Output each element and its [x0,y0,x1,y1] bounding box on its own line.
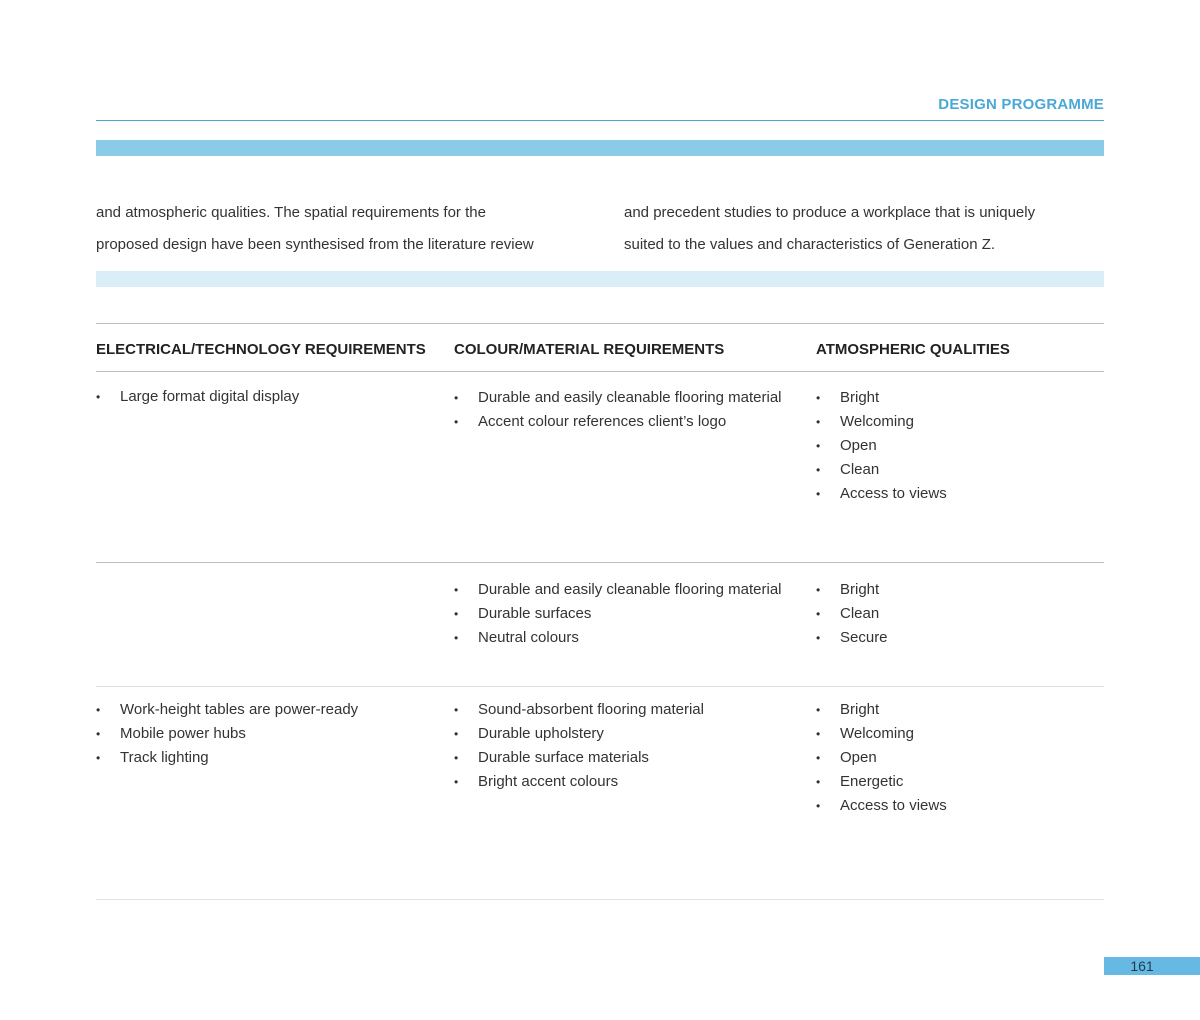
list-item: • Durable surface materials [454,746,784,770]
list-item: • Neutral colours [454,626,784,650]
bullet-icon: • [816,607,821,621]
bullet-list [454,386,784,434]
list-item: • Open [816,434,1096,458]
row-rule [96,686,1104,687]
bullet-icon: • [454,607,459,621]
bullet-icon: • [816,391,821,405]
list-item: • Durable upholstery [454,722,784,746]
list-item: • Bright [816,386,1096,410]
bullet-list [96,385,426,409]
list-item: • Accent colour references client’s logo [454,410,784,434]
table-cell [454,698,784,794]
list-item: • Access to views [816,794,1096,818]
bullet-icon: • [816,463,821,477]
page-number: 161 [1130,958,1154,974]
column-header-colour-material: COLOUR/MATERIAL REQUIREMENTS [454,341,725,358]
section-label: DESIGN PROGRAMME [938,96,1104,113]
intro-left-column [96,197,576,261]
table-cell [96,385,426,409]
bullet-icon: • [454,775,459,789]
table-cell [816,698,1096,818]
list-item: • Large format digital display [96,385,426,409]
intro-text-line: and atmospheric qualities. The spatial requirements for the [96,204,486,221]
list-item: • Clean [816,458,1096,482]
bullet-list [96,698,426,770]
bullet-list [816,698,1096,818]
table-top-rule [96,323,1104,324]
list-item: • Open [816,746,1096,770]
table-cell [816,578,1096,650]
list-item: • Work-height tables are power-ready [96,698,426,722]
intro-right-column [624,197,1104,261]
bullet-icon: • [816,631,821,645]
bullet-icon: • [96,390,101,404]
list-item: • Bright [816,698,1096,722]
table-bottom-rule [96,899,1104,900]
table-cell [454,578,784,650]
header-bottom-rule [96,371,1104,372]
bullet-list [816,578,1096,650]
bullet-icon: • [816,751,821,765]
list-item: • Secure [816,626,1096,650]
list-item: • Mobile power hubs [96,722,426,746]
bullet-icon: • [96,703,101,717]
row-rule [96,562,1104,563]
bullet-icon: • [454,583,459,597]
bullet-icon: • [816,799,821,813]
list-item: • Bright [816,578,1096,602]
column-header-electrical: ELECTRICAL/TECHNOLOGY REQUIREMENTS [96,341,426,358]
list-item: • Durable and easily cleanable flooring material [454,386,784,410]
table-cell [96,698,426,770]
bullet-list [454,578,784,650]
list-item: • Clean [816,602,1096,626]
table-cell [816,386,1096,506]
list-item: • Bright accent colours [454,770,784,794]
bullet-icon: • [454,727,459,741]
list-item: • Access to views [816,482,1096,506]
bullet-icon: • [816,415,821,429]
bullet-icon: • [96,727,101,741]
intro-text-line: and precedent studies to produce a workplace that is uniquely [624,204,1036,221]
bullet-icon: • [816,583,821,597]
header-band [96,140,1104,156]
bullet-icon: • [816,727,821,741]
header-rule [96,120,1104,121]
bullet-icon: • [816,703,821,717]
bullet-icon: • [816,439,821,453]
bullet-icon: • [816,487,821,501]
bullet-icon: • [454,703,459,717]
list-item: • Durable surfaces [454,602,784,626]
page-number-tab [1104,957,1200,975]
list-item: • Sound-absorbent flooring material [454,698,784,722]
bullet-icon: • [454,751,459,765]
table-cell [454,386,784,434]
column-header-atmospheric: ATMOSPHERIC QUALITIES [816,341,1010,358]
bullet-list [816,386,1096,506]
list-item: • Durable and easily cleanable flooring material [454,578,784,602]
bullet-icon: • [454,415,459,429]
list-item: • Welcoming [816,410,1096,434]
intro-text-line: suited to the values and characteristics of Generation Z. [624,236,996,253]
bullet-icon: • [816,775,821,789]
list-item: • Energetic [816,770,1096,794]
divider-band [96,271,1104,287]
bullet-icon: • [454,391,459,405]
bullet-icon: • [96,751,101,765]
bullet-list [454,698,784,794]
intro-text-line: proposed design have been synthesised from the literature review [96,236,534,253]
bullet-icon: • [454,631,459,645]
list-item: • Track lighting [96,746,426,770]
list-item: • Welcoming [816,722,1096,746]
